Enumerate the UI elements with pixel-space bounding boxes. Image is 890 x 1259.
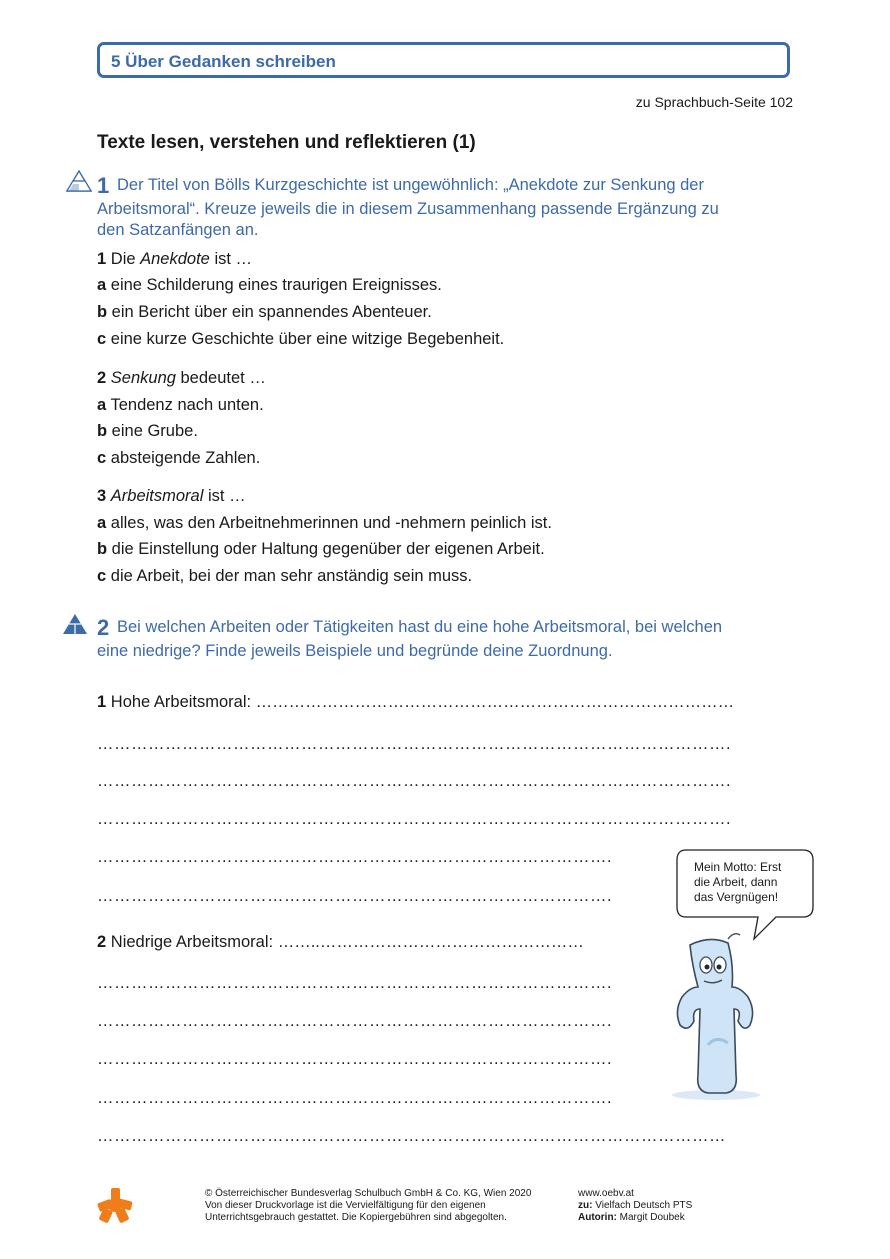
task-1-number: 1: [97, 173, 110, 198]
answer-line[interactable]: ………………………………………………………………………………………………….: [97, 772, 732, 790]
question-2-option-a[interactable]: a Tendenz nach unten.: [97, 396, 264, 414]
footer-website-link[interactable]: www.oebv.at: [578, 1188, 634, 1199]
mascot-figure-illustration: [650, 925, 770, 1105]
difficulty-level-2-icon: [62, 613, 88, 635]
answer-line[interactable]: …………………………………………………………………………………………………: [97, 1127, 726, 1145]
footer-note-line-2: Unterrichtsgebrauch gestattet. Die Kopiergebühren sind abgegolten.: [205, 1212, 507, 1223]
task-2-number: 2: [97, 615, 110, 640]
bubble-text-line-3: das Vergnügen!: [694, 890, 779, 904]
answer-line[interactable]: ………………………………………………………………………………………………….: [97, 810, 732, 828]
answer-line[interactable]: ……………………………………………………………………………….: [97, 848, 613, 866]
task-2-instruction-line-2: eine niedrige? Finde jeweils Beispiele und begründe deine Zuordnung.: [97, 642, 613, 660]
textbook-reference: zu Sprachbuch-Seite 102: [635, 94, 793, 110]
task-1-instruction-line-1: Der Titel von Bölls Kurzgeschichte ist ungewöhnlich: „Anekdote zur Senkung der: [117, 176, 704, 194]
task-1-instruction-line-3: den Satzanfängen an.: [97, 221, 259, 239]
question-1-option-a[interactable]: a eine Schilderung eines traurigen Ereignisses.: [97, 276, 442, 294]
footer-author: Autorin: Margit Doubek: [578, 1212, 685, 1223]
question-1-option-c[interactable]: c eine kurze Geschichte über eine witzige Begebenheit.: [97, 330, 505, 348]
bubble-text-line-1: Mein Motto: Erst: [694, 860, 782, 874]
question-1-stem: 1 Die Anekdote ist …: [97, 250, 253, 268]
footer-book-title: zu: Vielfach Deutsch PTS: [578, 1200, 693, 1211]
question-3-option-c[interactable]: c die Arbeit, bei der man sehr anständig sein muss.: [97, 567, 473, 585]
high-work-ethic-answer-line[interactable]: 1 Hohe Arbeitsmoral: ……………………………………………………………………………: [97, 693, 735, 711]
footer-note-line-1: Von dieser Druckvorlage ist die Vervielfältigung für den eigenen: [205, 1200, 486, 1211]
low-work-ethic-answer-line[interactable]: 2 Niedrige Arbeitsmoral: ……..…………………………………………: [97, 933, 584, 951]
answer-line[interactable]: ……………………………………………………………………………….: [97, 1012, 613, 1030]
question-2-option-c[interactable]: c absteigende Zahlen.: [97, 449, 261, 467]
question-2-stem: 2 Senkung bedeutet …: [97, 369, 266, 387]
difficulty-level-1-icon: [66, 170, 92, 192]
question-3-stem: 3 Arbeitsmoral ist …: [97, 487, 246, 505]
chapter-title: 5 Über Gedanken schreiben: [111, 52, 336, 71]
answer-line[interactable]: ……………………………………………………………………………….: [97, 974, 613, 992]
answer-line[interactable]: ……………………………………………………………………………….: [97, 887, 613, 905]
question-3-option-b[interactable]: b die Einstellung oder Haltung gegenüber der eigenen Arbeit.: [97, 540, 545, 558]
bubble-text-line-2: die Arbeit, dann: [694, 875, 778, 889]
question-1-option-b[interactable]: b ein Bericht über ein spannendes Abenteuer.: [97, 303, 432, 321]
task-2-instruction-line-1: Bei welchen Arbeiten oder Tätigkeiten hast du eine hohe Arbeitsmoral, bei welchen: [117, 618, 723, 636]
task-1-instruction-line-2: Arbeitsmoral“. Kreuze jeweils die in diesem Zusammenhang passende Ergänzung zu: [97, 200, 719, 218]
question-2-option-b[interactable]: b eine Grube.: [97, 422, 198, 440]
answer-line[interactable]: ……………………………………………………………………………….: [97, 1050, 613, 1068]
page-heading: Texte lesen, verstehen und reflektieren (1): [97, 132, 476, 153]
answer-line[interactable]: ……………………………………………………………………………….: [97, 1089, 613, 1107]
question-3-option-a[interactable]: a alles, was den Arbeitnehmerinnen und -nehmern peinlich ist.: [97, 514, 552, 532]
answer-line[interactable]: ………………………………………………………………………………………………….: [97, 735, 732, 753]
publisher-logo-icon: [97, 1187, 133, 1223]
footer-copyright: © Österreichischer Bundesverlag Schulbuch GmbH & Co. KG, Wien 2020: [205, 1188, 532, 1199]
